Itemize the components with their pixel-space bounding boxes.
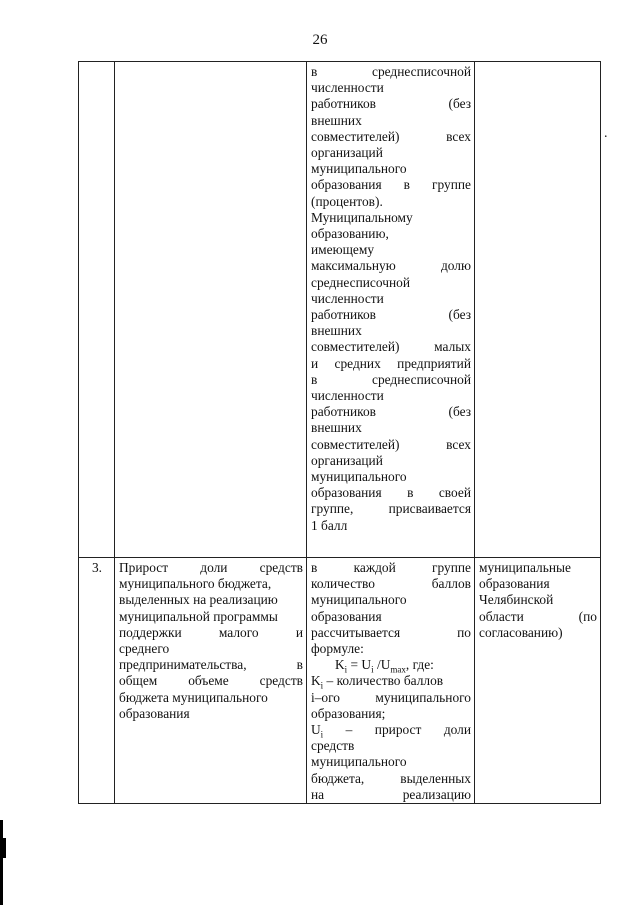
word: численности (311, 290, 384, 306)
word: рассчитывается (311, 624, 401, 640)
text-line (311, 388, 471, 404)
text-line (311, 437, 471, 453)
text-line (311, 339, 471, 355)
text-line (479, 576, 597, 592)
word: реализацию (402, 786, 471, 802)
text-line (311, 161, 471, 177)
word: образования (311, 485, 382, 501)
word: в (403, 177, 410, 193)
text-line (311, 307, 471, 323)
definition-k (311, 673, 471, 692)
cell-number (79, 62, 115, 558)
word: численности (311, 80, 384, 96)
word: (без (448, 96, 471, 112)
symbol-u-sub: i (320, 729, 324, 740)
word: прирост (374, 722, 422, 738)
word: согласованию) (479, 624, 563, 640)
word: i–ого (311, 689, 340, 705)
word: и (311, 355, 319, 371)
text-line (119, 657, 303, 673)
symbol-k: K (311, 673, 321, 689)
word: максимальную (311, 258, 396, 274)
word: присваивается (388, 501, 471, 517)
text-line (311, 754, 471, 770)
word: общем (119, 673, 158, 689)
word: муниципальной программы (119, 608, 278, 624)
text-line (311, 356, 471, 372)
word: доли (443, 722, 471, 738)
text-line (311, 771, 471, 787)
text-line (479, 560, 597, 576)
word: муниципального (311, 469, 407, 485)
text-line (311, 291, 471, 307)
definition-u (311, 722, 471, 738)
word: предпринимательства, (119, 657, 247, 673)
text-line (311, 560, 471, 576)
text-line (311, 501, 471, 517)
word: образования (479, 576, 550, 592)
word: на (311, 786, 325, 802)
text-line (119, 641, 303, 657)
text-line (479, 592, 597, 608)
formula-u-sub: i (371, 664, 374, 675)
word: группе (432, 177, 471, 193)
word: образования (311, 608, 382, 624)
word: группе (432, 560, 471, 575)
word: в (296, 657, 303, 673)
word: средств (259, 673, 303, 689)
text-line (311, 609, 471, 625)
formula (311, 657, 471, 673)
text-line (311, 420, 471, 436)
formula-k: K (335, 657, 345, 673)
responsible-party (475, 558, 601, 804)
text-line (311, 592, 471, 608)
text-line (119, 673, 303, 689)
word: группе, (311, 501, 354, 517)
text-line (311, 177, 471, 193)
word: муниципального (311, 161, 407, 177)
word: муниципальные (479, 560, 571, 575)
table-row-continued (79, 62, 601, 558)
text-line (311, 372, 471, 388)
word: совместителей) (311, 436, 400, 452)
word: количество (311, 576, 375, 592)
word: объеме (188, 673, 229, 689)
symbol-u: U (311, 722, 321, 738)
word: Муниципальному (311, 209, 413, 225)
scan-edge-mark (0, 838, 6, 858)
text-line (311, 323, 471, 339)
word: образования (119, 705, 190, 721)
word: среднесписочной (311, 274, 410, 290)
word: бюджета, (311, 770, 365, 786)
symbol-k-sub: i (320, 681, 324, 692)
word: средств (311, 738, 355, 754)
word: каждой (353, 560, 396, 575)
margin-dot: . (604, 126, 608, 141)
text-line (311, 690, 471, 706)
text-line (311, 210, 471, 226)
word: долю (440, 258, 471, 274)
word: доли (200, 560, 228, 575)
text-line (311, 485, 471, 501)
word: численности (311, 388, 384, 404)
text-line (311, 80, 471, 96)
word: средних (334, 355, 381, 371)
table-row-3 (79, 558, 601, 804)
page-number: 26 (312, 32, 328, 48)
word: (без (448, 307, 471, 323)
word: среднесписочной (372, 64, 471, 79)
word: внешних (311, 112, 362, 128)
formula-max-sub: max (390, 664, 406, 675)
text-line (119, 706, 303, 722)
word: работников (311, 96, 376, 112)
word: имеющему (311, 242, 375, 258)
word: в (311, 560, 318, 575)
word: в (407, 485, 414, 501)
document-table (78, 61, 601, 804)
text-line (311, 275, 471, 291)
word: совместителей) (311, 339, 400, 355)
word: образованию, (311, 226, 389, 242)
word: муниципального (311, 754, 407, 770)
text-line (311, 64, 471, 80)
word: своей (438, 485, 471, 501)
formula-eq: = U (347, 657, 372, 673)
word: средств (259, 560, 303, 575)
text-line (311, 113, 471, 129)
word: 1 балл (311, 517, 348, 533)
formula-k-sub: i (344, 664, 348, 675)
word: муниципального (311, 592, 407, 608)
word: и (295, 624, 303, 640)
text-line (119, 609, 303, 625)
text-line (119, 576, 303, 592)
text-line (119, 560, 303, 576)
text-line (311, 129, 471, 145)
cell-calculation-method (307, 62, 475, 558)
word: области (479, 608, 524, 624)
text-line (311, 96, 471, 112)
word: всех (446, 128, 471, 144)
row-number: 3. (79, 558, 115, 804)
cell-responsible (475, 62, 601, 558)
text-line (311, 625, 471, 641)
scan-edge-mark (0, 820, 3, 905)
word: малого (218, 624, 259, 640)
word: выделенных на реализацию (119, 592, 278, 608)
word: муниципального (375, 689, 471, 705)
formula-tail: , где: (405, 657, 434, 673)
calculation-method (307, 558, 475, 804)
word: внешних (311, 420, 362, 436)
word: выделенных (400, 770, 471, 786)
text-line (119, 690, 303, 706)
word: баллов (431, 576, 471, 592)
text-line (311, 469, 471, 485)
word: по (457, 624, 471, 640)
word: (без (448, 404, 471, 420)
word: – (345, 722, 353, 738)
text-line (311, 226, 471, 242)
word: (по (578, 608, 597, 624)
word: всех (446, 436, 471, 452)
formula-div: /U (373, 657, 391, 673)
word: среднего (119, 641, 170, 657)
text-line (119, 592, 303, 608)
text-line (311, 242, 471, 258)
text-line (311, 145, 471, 161)
word: организаций (311, 452, 383, 468)
cell-indicator-name (115, 62, 307, 558)
word: организаций (311, 145, 383, 161)
definition-k-text: – количество баллов (323, 673, 444, 689)
text-line (311, 576, 471, 592)
definition-k-end: образования; (311, 705, 386, 721)
text-line (311, 258, 471, 274)
text-line (119, 625, 303, 641)
text-line (311, 194, 471, 210)
word: малых (434, 339, 471, 355)
word: бюджета муниципального (119, 689, 268, 705)
text-line (311, 404, 471, 420)
indicator-name (115, 558, 307, 804)
word: среднесписочной (372, 371, 471, 387)
word: образования (311, 177, 382, 193)
word: формуле: (311, 641, 364, 657)
word: внешних (311, 323, 362, 339)
word: Челябинской (479, 592, 554, 608)
text-line (311, 641, 471, 657)
word: (процентов). (311, 193, 383, 209)
word: совместителей) (311, 128, 400, 144)
word: Прирост (119, 560, 169, 575)
word: в (311, 64, 318, 79)
symbol-u-group (311, 722, 323, 738)
word: муниципального бюджета, (119, 576, 272, 592)
word: в (311, 371, 318, 387)
text-line (311, 787, 471, 803)
text-line (311, 738, 471, 754)
text-line (479, 609, 597, 625)
word: предприятий (397, 355, 471, 371)
word: поддержки (119, 624, 182, 640)
word: работников (311, 307, 376, 323)
text-line (311, 453, 471, 469)
text-line (479, 625, 597, 641)
text-line (311, 518, 471, 534)
word: работников (311, 404, 376, 420)
